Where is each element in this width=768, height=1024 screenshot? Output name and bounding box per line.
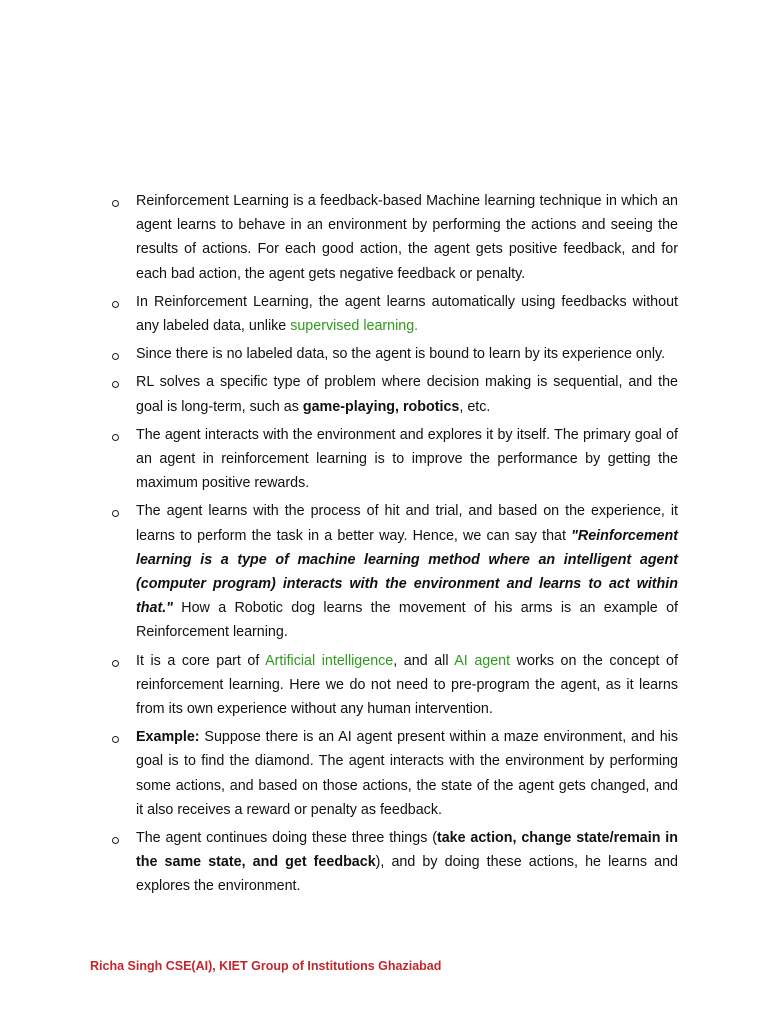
bold-text: game-playing, robotics: [302, 398, 460, 415]
hollow-circle-bullet-icon: [112, 837, 119, 844]
artificial-intelligence-link[interactable]: Artificial intelligence: [265, 652, 394, 669]
item-text: Since there is no labeled data, so the agent is bound to learn by its experience only.: [136, 346, 666, 363]
list-item: [112, 342, 678, 366]
ai-agent-link[interactable]: AI agent: [454, 652, 511, 669]
item-text: The agent learns with the process of hit and trial, and based on the experience, it learns to perform the task in a better way. Hence, we can say that: [136, 503, 678, 544]
item-text: , and all: [393, 652, 455, 669]
item-text: Reinforcement Learning is a feedback-based Machine learning technique in which an agent learns to behave in an environment by performing the actions and seeing the results of actions. For each good action, the agent gets positive feedback, and for each bad action, the agent gets negative feedback or penalty.: [136, 193, 678, 282]
list-item: [112, 499, 678, 644]
page-footer: Richa Singh CSE(AI), KIET Group of Institutions Ghaziabad: [90, 959, 442, 973]
item-text: ), and by doing these actions, he learns and explores the environment.: [136, 854, 678, 895]
item-text: The agent interacts with the environment and explores it by itself. The primary goal of an agent in reinforcement learning is to improve the performance by getting the maximum positive rewards.: [136, 426, 678, 492]
list-item: [112, 189, 678, 286]
definition-quote: "Reinforcement learning is a type of machine learning method where an intelligent agent (computer program) interacts with the environment and learns to act within that.": [136, 527, 678, 617]
item-text: It is a core part of: [136, 652, 266, 669]
hollow-circle-bullet-icon: [112, 736, 119, 743]
hollow-circle-bullet-icon: [112, 381, 119, 388]
bullet-list: [112, 189, 678, 903]
example-label: Example:: [136, 729, 200, 746]
supervised-learning-link[interactable]: supervised learning.: [290, 318, 419, 335]
list-item: [112, 370, 678, 418]
hollow-circle-bullet-icon: [112, 660, 119, 667]
item-text: , etc.: [459, 398, 491, 415]
hollow-circle-bullet-icon: [112, 301, 119, 308]
list-item: [112, 290, 678, 338]
item-text: works on the concept of reinforcement learning. Here we do not need to pre-program the agent, as it learns from its own experience without any human intervention.: [136, 652, 678, 718]
item-text: RL solves a specific type of problem where decision making is sequential, and the goal is long-term, such as: [136, 374, 678, 415]
bold-text: take action, change state/remain in the same state, and get feedback: [136, 830, 678, 871]
hollow-circle-bullet-icon: [112, 510, 119, 517]
item-text: How a Robotic dog learns the movement of his arms is an example of Reinforcement learning.: [136, 600, 678, 641]
item-text: Suppose there is an AI agent present within a maze environment, and his goal is to find the diamond. The agent interacts with the environment by performing some actions, and based on those actions, the state of the agent gets changed, and it also receives a reward or penalty as feedback.: [136, 729, 678, 818]
hollow-circle-bullet-icon: [112, 200, 119, 207]
hollow-circle-bullet-icon: [112, 353, 119, 360]
list-item: [112, 649, 678, 722]
hollow-circle-bullet-icon: [112, 434, 119, 441]
list-item: [112, 826, 678, 899]
list-item: [112, 423, 678, 496]
item-text: In Reinforcement Learning, the agent learns automatically using feedbacks without any labeled data, unlike: [136, 293, 678, 335]
item-text: The agent continues doing these three things (: [136, 830, 437, 847]
list-item: [112, 725, 678, 822]
